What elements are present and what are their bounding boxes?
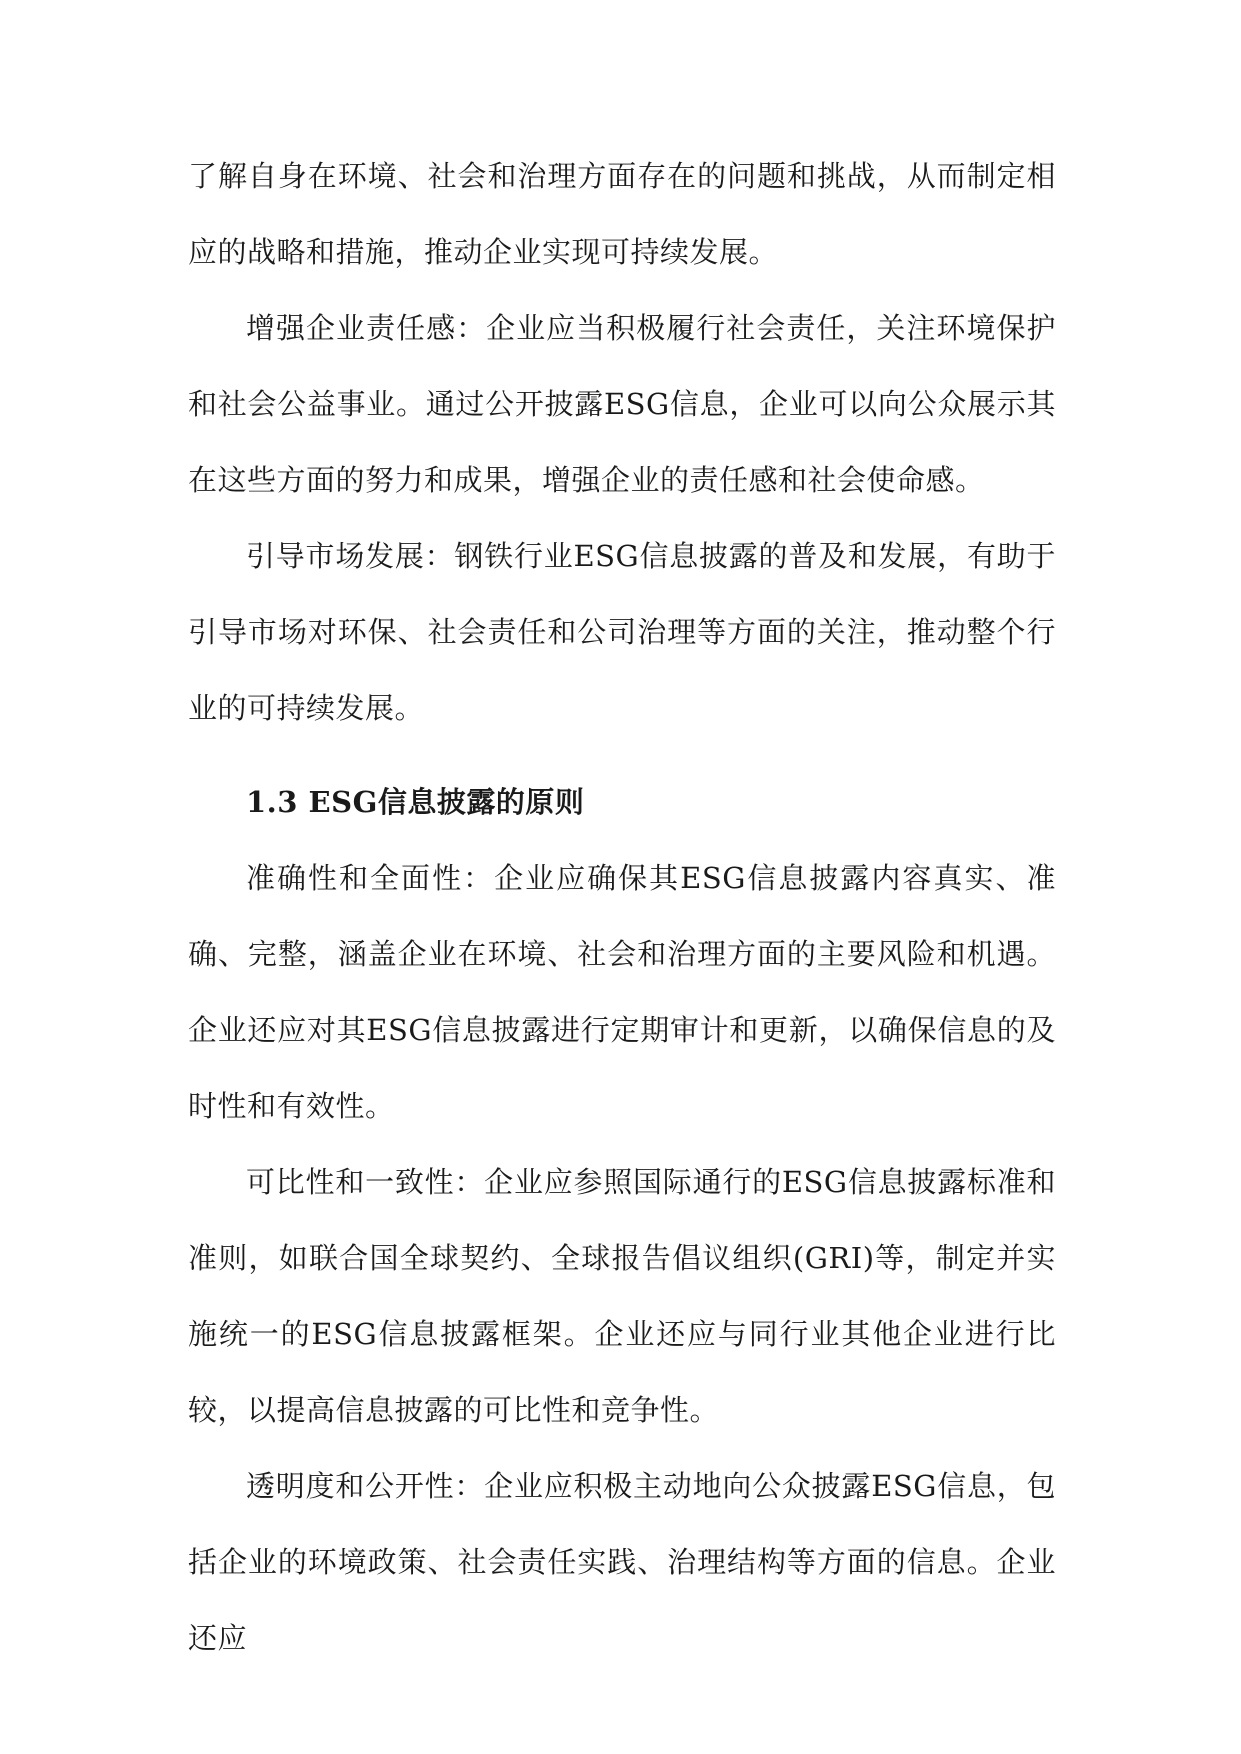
paragraph-accuracy: 准确性和全面性：企业应确保其ESG信息披露内容真实、准确、完整，涵盖企业在环境、社会和治理方面的主要风险和机遇。企业还应对其ESG信息披露进行定期审计和更新，以确保信息的及时性和有效性。 [188, 861, 1056, 1123]
section-heading: 1.3 ESG信息披露的原则 [246, 785, 585, 819]
paragraph-transparency: 透明度和公开性：企业应积极主动地向公众披露ESG信息，包括企业的环境政策、社会责任实践、治理结构等方面的信息。企业还应 [188, 1469, 1056, 1655]
paragraph-market-guidance: 引导市场发展：钢铁行业ESG信息披露的普及和发展，有助于引导市场对环保、社会责任和公司治理等方面的关注，推动整个行业的可持续发展。 [188, 539, 1056, 725]
paragraph-comparability: 可比性和一致性：企业应参照国际通行的ESG信息披露标准和准则，如联合国全球契约、全球报告倡议组织(GRI)等，制定并实施统一的ESG信息披露框架。企业还应与同行业其他企业进行比较，以提高信息披露的可比性和竞争性。 [188, 1165, 1056, 1427]
document-page [188, 138, 1056, 1676]
paragraph-intro-continuation: 了解自身在环境、社会和治理方面存在的问题和挑战，从而制定相应的战略和措施，推动企业实现可持续发展。 [188, 159, 1056, 269]
paragraph-responsibility: 增强企业责任感：企业应当积极履行社会责任，关注环境保护和社会公益事业。通过公开披露ESG信息，企业可以向公众展示其在这些方面的努力和成果，增强企业的责任感和社会使命感。 [188, 311, 1056, 497]
